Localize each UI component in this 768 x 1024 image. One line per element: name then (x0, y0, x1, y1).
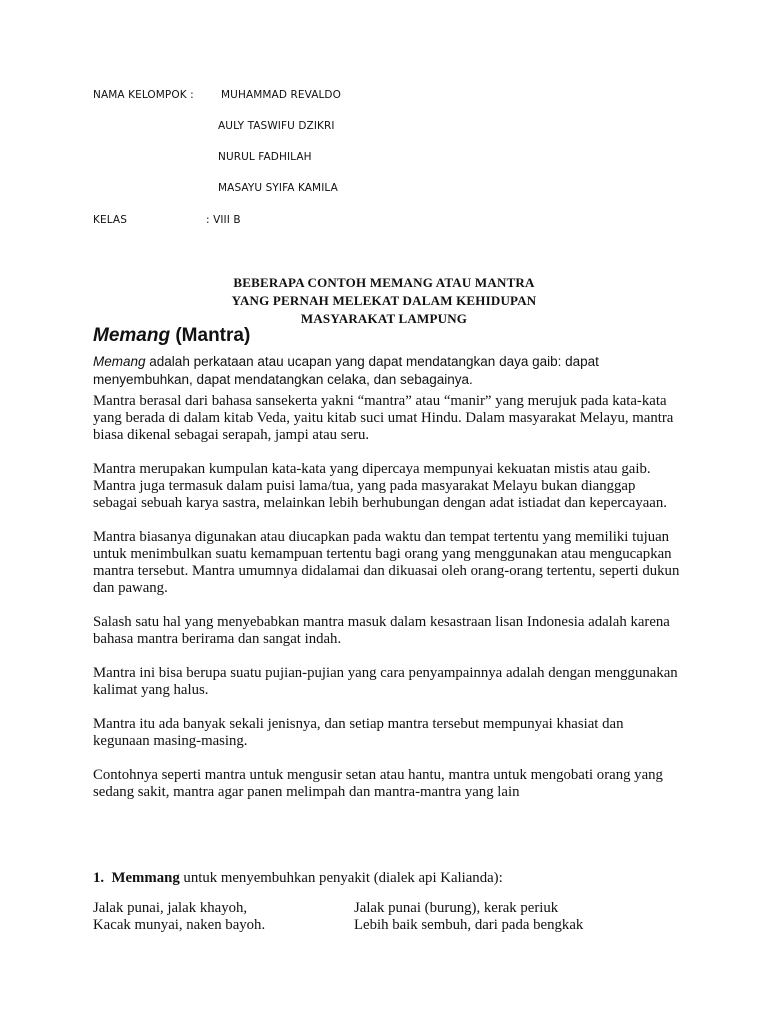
paragraph-5: Mantra ini bisa berupa suatu pujian-pujian yang cara penyampainnya adalah dengan menggunakan kalimat yang halus. (93, 665, 678, 698)
definition-term: Memang (93, 354, 146, 369)
paragraph-2: Mantra merupakan kumpulan kata-kata yang dipercaya mempunyai kekuatan mistis atau gaib. Mantra juga termasuk dalam puisi lama/tua, yang pada masyarakat Melayu bukan dianggap sebagai sebuah karya sastra, melainkan lebih berhubungan dengan adat istiadat dan kepercayaan. (93, 461, 667, 511)
paragraph-7: Contohnya seperti mantra untuk mengusir setan atau hantu, mantra untuk mengobati orang yang sedang sakit, mantra agar panen melimpah dan mantra-mantra yang lain (93, 767, 663, 800)
body-text (93, 393, 683, 818)
verse-right-line-2: Lebih baik sembuh, dari pada bengkak (354, 917, 584, 933)
heading-italic: Memang (93, 325, 171, 346)
list-number: 1. (93, 870, 105, 886)
member-name-2: AULY TASWIFU DZIKRI (218, 120, 335, 132)
verse-right-line-1: Jalak punai (burung), kerak periuk (354, 900, 559, 916)
list-bold-term: Memmang (111, 870, 180, 886)
paragraph-6: Mantra itu ada banyak sekali jenisnya, dan setiap mantra tersebut mempunyai khasiat dan kegunaan masing-masing. (93, 716, 624, 749)
heading-rest: (Mantra) (170, 325, 251, 346)
list-text: untuk menyembuhkan penyakit (dialek api Kalianda): (179, 870, 503, 886)
title-line-1: BEBERAPA CONTOH MEMANG ATAU MANTRA (233, 275, 535, 290)
paragraph-4: Salash satu hal yang menyebabkan mantra masuk dalam kesastraan lisan Indonesia adalah karena bahasa mantra berirama dan sangat indah. (93, 614, 670, 647)
member-name-1: MUHAMMAD REVALDO (221, 89, 341, 101)
title-line-2: YANG PERNAH MELEKAT DALAM KEHIDUPAN (231, 293, 537, 308)
list-item-1 (93, 870, 503, 887)
verse-right-column (354, 900, 583, 934)
paragraph-3: Mantra biasanya digunakan atau diucapkan pada waktu dan tempat tertentu yang memiliki tujuan untuk menimbulkan suatu kemampuan tertentu bagi orang yang menggunakan atau mengucapkan mantra tersebut. Mantra umumnya didalamai dan dikuasai oleh orang-orang tertentu, seperti dukun dan pawang. (93, 529, 680, 596)
paragraph-1: Mantra berasal dari bahasa sansekerta yakni “mantra” atau “manir” yang merujuk pada kata-kata yang berada di dalam kitab Veda, yaitu kitab suci umat Hindu. Dalam masyarakat Melayu, mantra biasa dikenal sebagai serapah, jampi atau seru. (93, 393, 674, 443)
document-title (0, 274, 768, 328)
kelas-value: : VIII B (206, 214, 241, 226)
nama-kelompok-label: NAMA KELOMPOK : (93, 89, 194, 101)
verse-left-line-2: Kacak munyai, naken bayoh. (93, 917, 266, 933)
title-line-3: MASYARAKAT LAMPUNG (300, 311, 468, 326)
member-name-3: NURUL FADHILAH (218, 151, 312, 163)
section-heading (93, 325, 250, 347)
verse-left-column (93, 900, 265, 934)
member-name-4: MASAYU SYIFA KAMILA (218, 182, 338, 194)
verse-left-line-1: Jalak punai, jalak khayoh, (93, 900, 248, 916)
kelas-label: KELAS (93, 214, 127, 226)
definition-paragraph (93, 353, 693, 389)
definition-text: adalah perkataan atau ucapan yang dapat mendatangkan daya gaib: dapat menyembuhkan, dapat mendatangkan celaka, dan sebagainya. (93, 354, 599, 387)
